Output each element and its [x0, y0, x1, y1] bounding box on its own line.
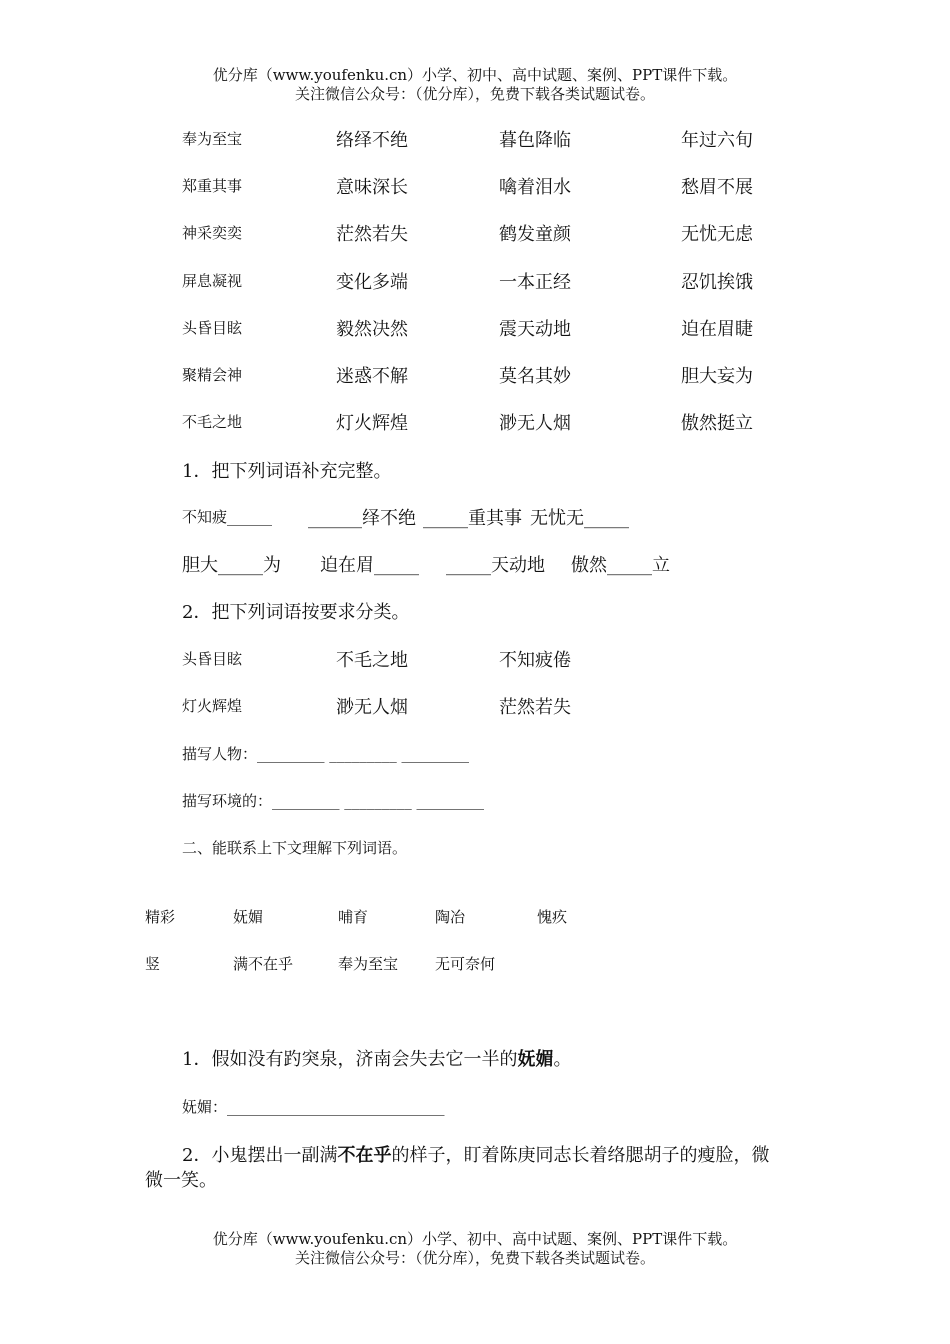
word-cell: 胆大妄为 [681, 366, 753, 387]
vocab-word: 哺育 [338, 908, 369, 926]
vocab-word: 精彩 [145, 908, 176, 926]
word-cell: 噙着泪水 [499, 177, 571, 198]
word-cell: 意味深长 [336, 177, 408, 198]
word-cell: 一本正经 [499, 272, 571, 293]
word-cell: 毅然决然 [336, 319, 408, 340]
classify-word: 不知疲倦 [499, 650, 571, 671]
classify-people: 描写人物：_________ _________ _________ [182, 745, 470, 763]
question-2-title: 2．把下列词语按要求分类。 [182, 602, 410, 623]
word-cell: 迫在眉睫 [681, 319, 753, 340]
vocab-word: 竖 [145, 955, 161, 973]
vocab-word: 满不在乎 [233, 955, 294, 973]
section-2-title: 二、能联系上下文理解下列词语。 [182, 839, 408, 857]
footer-line-1: 优分库（www.youfenku.cn）小学、初中、高中试题、案例、PPT课件下载。 [212, 1230, 738, 1248]
fill-blank: 胆大_____为 [182, 555, 281, 576]
word-cell: 无忧无虑 [681, 224, 753, 245]
word-cell: 络绎不绝 [336, 130, 408, 151]
sentence-1-keyword: 妩媚 [517, 1049, 554, 1070]
word-cell: 傲然挺立 [681, 413, 753, 434]
vocab-word: 陶冶 [435, 908, 466, 926]
classify-word: 茫然若失 [499, 697, 571, 718]
word-cell: 聚精会神 [182, 366, 243, 384]
word-cell: 年过六旬 [681, 130, 753, 151]
vocab-word: 无可奈何 [435, 955, 496, 973]
word-cell: 愁眉不展 [681, 177, 753, 198]
fill-blank: 迫在眉_____ [320, 555, 419, 576]
fill-blank: 不知疲______ [182, 508, 273, 526]
classify-environment: 描写环境的：_________ _________ _________ [182, 792, 485, 810]
word-cell: 渺无人烟 [499, 413, 571, 434]
word-cell: 屏息凝视 [182, 272, 243, 290]
word-cell: 震天动地 [499, 319, 571, 340]
word-cell: 奉为至宝 [182, 130, 243, 148]
word-cell: 不毛之地 [182, 413, 243, 431]
word-cell: 郑重其事 [182, 177, 243, 195]
word-cell: 忍饥挨饿 [681, 272, 753, 293]
word-cell: 茫然若失 [336, 224, 408, 245]
classify-word: 灯火辉煌 [182, 697, 243, 715]
word-cell: 迷惑不解 [336, 366, 408, 387]
word-cell: 头昏目眩 [182, 319, 243, 337]
word-cell: 莫名其妙 [499, 366, 571, 387]
sentence-2 [182, 1141, 769, 1167]
word-cell: 神采奕奕 [182, 224, 243, 242]
vocab-word: 妩媚 [233, 908, 264, 926]
sentence-2-line-2: 微一笑。 [145, 1170, 217, 1191]
header-line-2: 关注微信公众号：（优分库），免费下载各类试题试卷。 [294, 85, 655, 103]
sentence-1-answer: 妩媚：_____________________________ [182, 1098, 445, 1116]
sentence-1-end: 。 [553, 1049, 572, 1070]
sentence-2-keyword: 不在乎 [337, 1145, 392, 1166]
sentence-1 [182, 1045, 571, 1071]
fill-blank: _____天动地 [446, 555, 545, 576]
footer-line-2: 关注微信公众号：（优分库），免费下载各类试题试卷。 [294, 1249, 655, 1267]
word-cell: 鹤发童颜 [499, 224, 571, 245]
classify-word: 头昏目眩 [182, 650, 243, 668]
classify-word: 不毛之地 [336, 650, 408, 671]
fill-blank: ______绎不绝 [308, 508, 416, 529]
word-cell: 变化多端 [336, 272, 408, 293]
word-cell: 暮色降临 [499, 130, 571, 151]
classify-word: 渺无人烟 [336, 697, 408, 718]
fill-blank: 傲然_____立 [571, 555, 670, 576]
sentence-1-text: 1．假如没有趵突泉，济南会失去它一半的 [182, 1049, 518, 1070]
sentence-2-rest: 的样子，盯着陈庚同志长着络腮胡子的瘦脸，微 [391, 1145, 770, 1166]
sentence-2-text: 2．小鬼摆出一副满 [182, 1145, 338, 1166]
fill-blank: 无忧无_____ [530, 508, 629, 529]
vocab-word: 愧疚 [537, 908, 568, 926]
header-line-1: 优分库（www.youfenku.cn）小学、初中、高中试题、案例、PPT课件下载。 [212, 66, 738, 84]
fill-blank: _____重其事 [423, 508, 522, 529]
word-cell: 灯火辉煌 [336, 413, 408, 434]
question-1-title: 1．把下列词语补充完整。 [182, 461, 392, 482]
vocab-word: 奉为至宝 [338, 955, 399, 973]
